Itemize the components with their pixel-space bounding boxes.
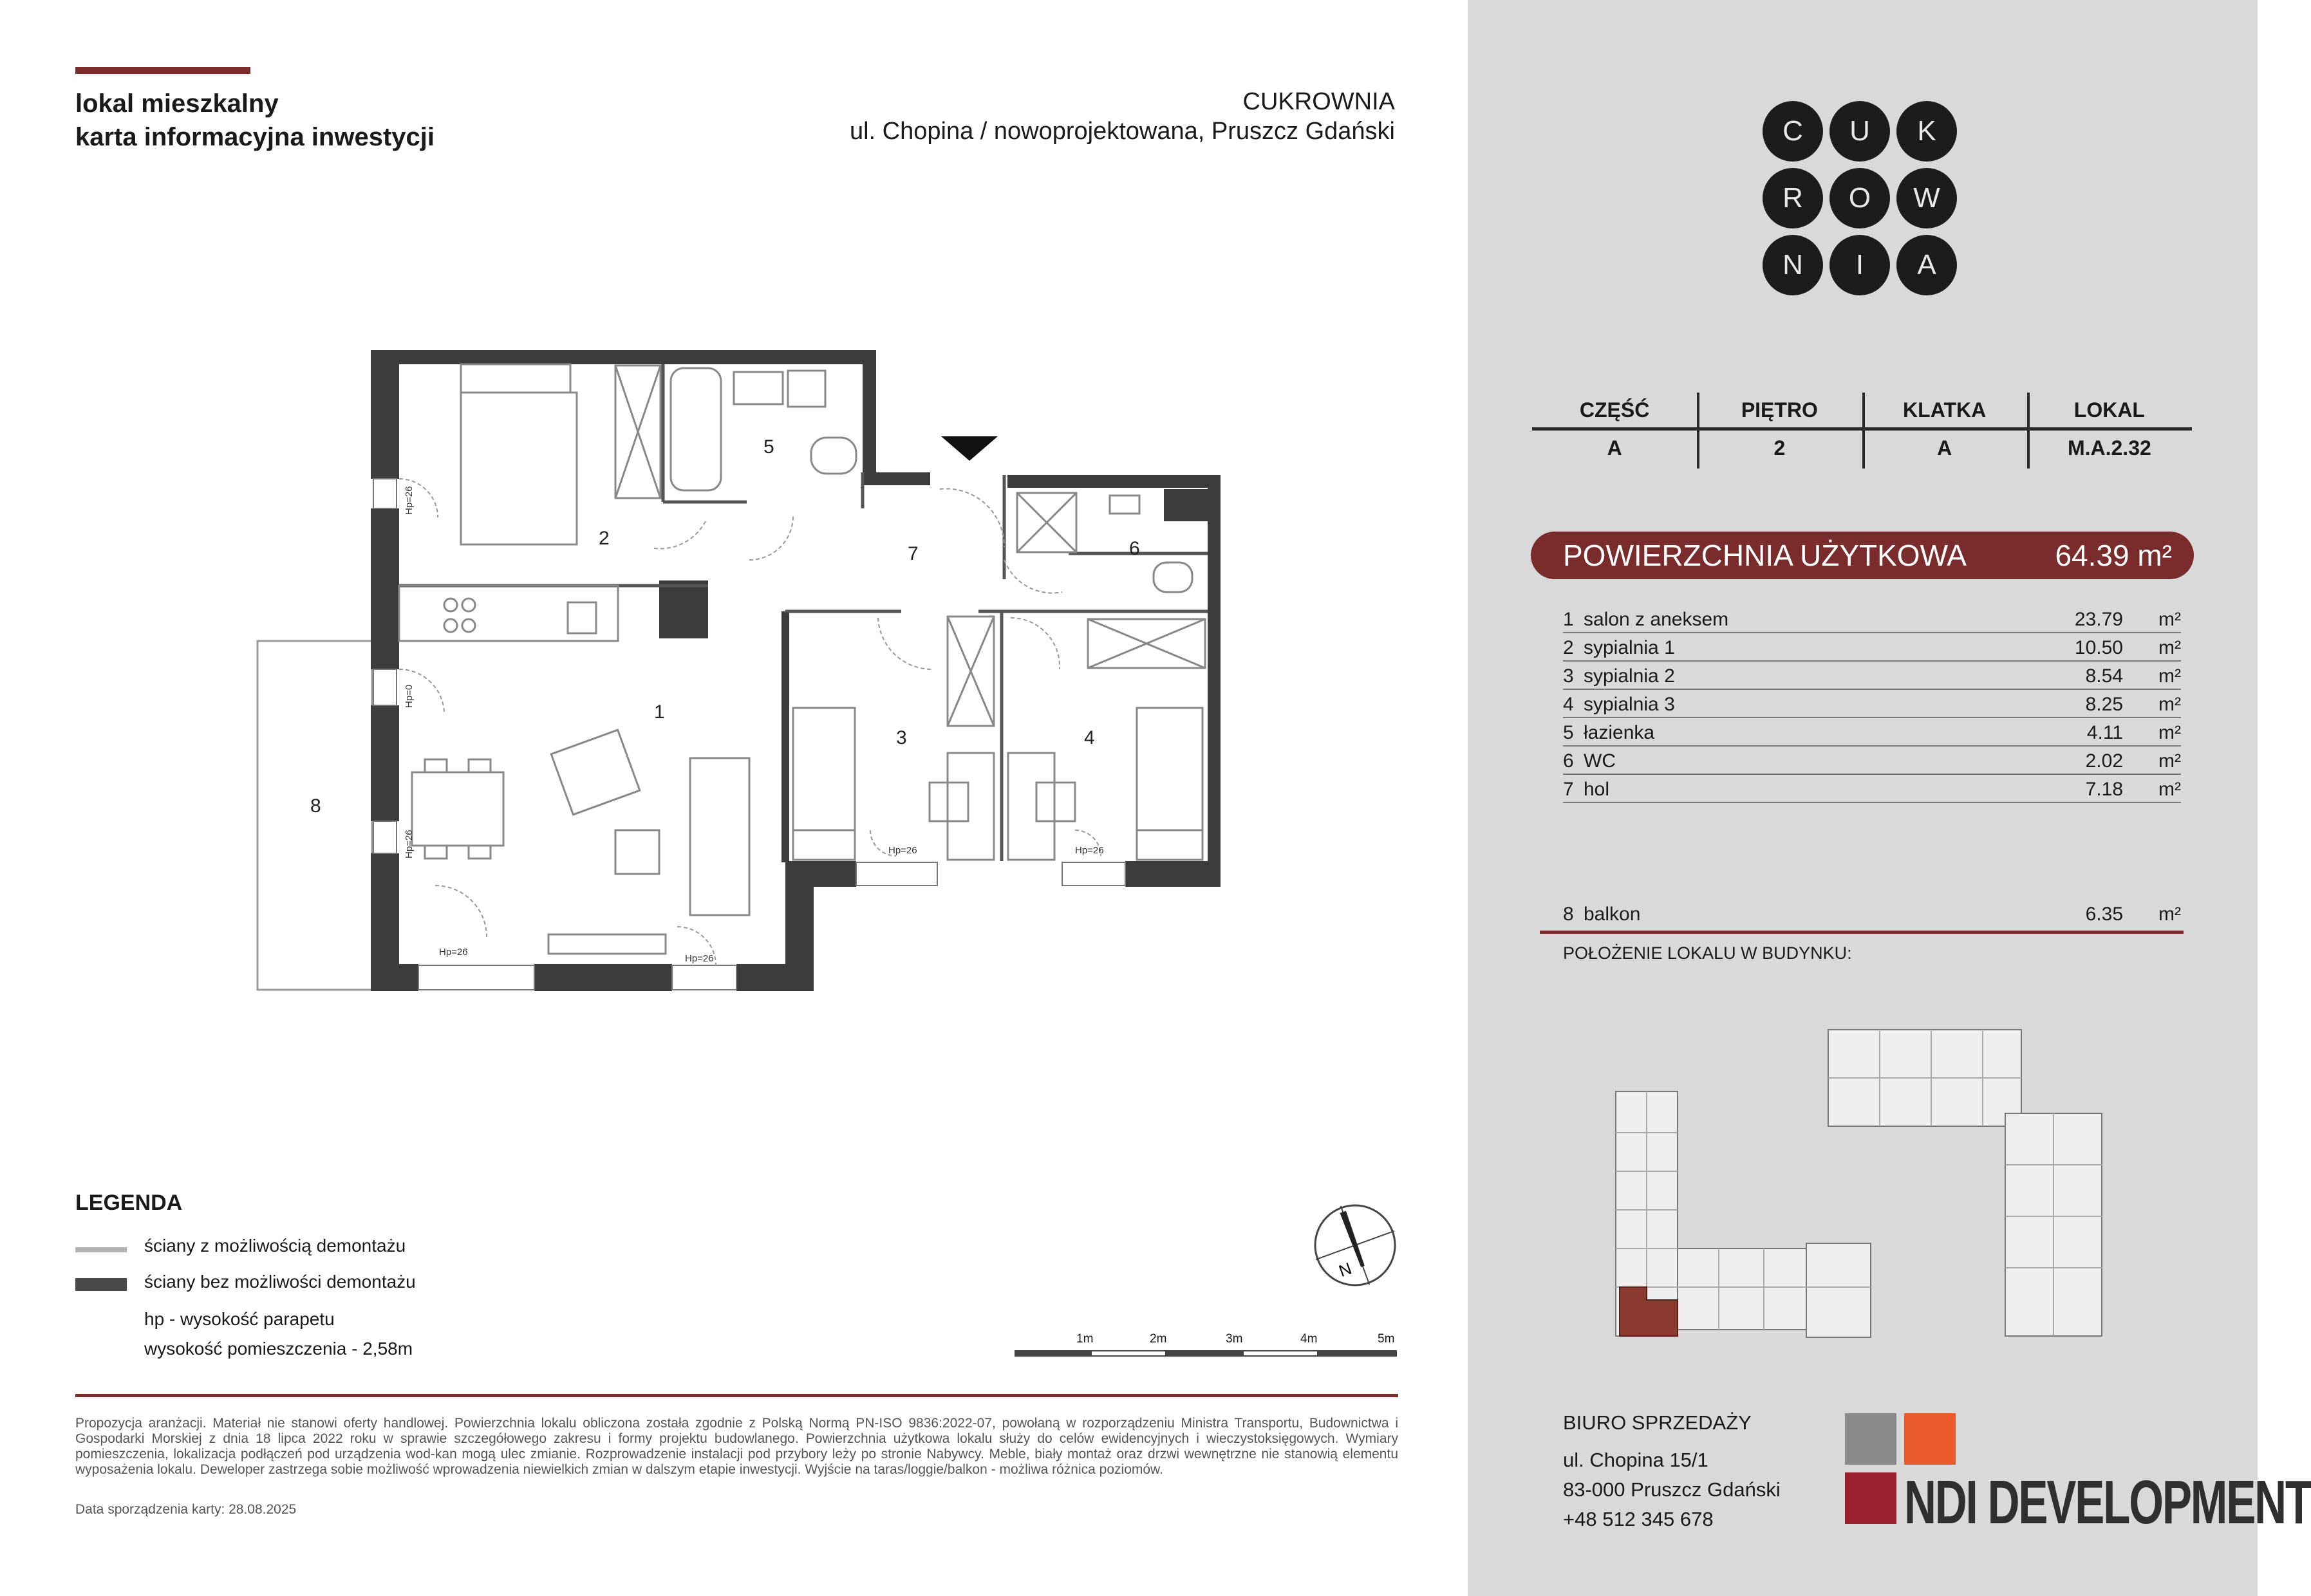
compass-north-label: N xyxy=(1336,1258,1354,1281)
room-label-4: 4 xyxy=(1084,727,1095,748)
room-area: 7.18 xyxy=(2085,779,2123,800)
room-number: 3 xyxy=(1563,665,1574,687)
room-row xyxy=(1563,605,2181,633)
logo-letter: A xyxy=(1896,235,1957,295)
room-unit: m² xyxy=(2158,637,2181,658)
room-name: sypialnia 3 xyxy=(1584,694,1675,715)
room-unit: m² xyxy=(2158,609,2181,630)
sales-office-phone: +48 512 345 678 xyxy=(1563,1508,1714,1530)
building-outline xyxy=(1616,1030,2102,1337)
room-area: 4.11 xyxy=(2086,722,2123,743)
ndi-logo-square-grey xyxy=(1845,1413,1896,1465)
scale-segment xyxy=(1090,1350,1166,1357)
room-row xyxy=(1563,690,2181,718)
room-name: WC xyxy=(1584,750,1616,772)
room-row xyxy=(1563,633,2181,662)
value-staircase: A xyxy=(1937,436,1952,459)
room-row xyxy=(1563,775,2181,803)
value-unit: M.A.2.32 xyxy=(2067,436,2151,459)
logo-letter: K xyxy=(1896,101,1957,162)
usable-area-label: POWIERZCHNIA UŻYTKOWA xyxy=(1563,539,1967,572)
header-accent-bar xyxy=(75,67,250,74)
value-part: A xyxy=(1607,436,1622,459)
balcony-row xyxy=(1563,900,2181,927)
room-number: 1 xyxy=(1563,609,1574,630)
room-area: 2.02 xyxy=(2085,750,2123,772)
parapet-label: Hp=26 xyxy=(439,947,468,958)
room-label-1: 1 xyxy=(654,701,665,723)
balcony-unit: m² xyxy=(2158,904,2181,925)
ndi-logo-square-orange xyxy=(1904,1413,1956,1465)
room-number: 2 xyxy=(1563,637,1574,658)
room-label-3: 3 xyxy=(896,727,907,748)
room-label-7: 7 xyxy=(908,543,919,564)
disclaimer-divider xyxy=(75,1394,1398,1397)
room-label-6: 6 xyxy=(1129,538,1140,559)
value-floor: 2 xyxy=(1773,436,1786,459)
scale-segment xyxy=(1166,1350,1242,1357)
room-area: 23.79 xyxy=(2074,609,2123,630)
room-label-8: 8 xyxy=(310,795,321,817)
scale-tick: 3m xyxy=(1226,1332,1243,1346)
disclaimer-text: Propozycja aranżacji. Materiał nie stanowi oferty handlowej. Powierzchnia lokalu obliczona została zgodnie z Polską Normą PN-ISO 9836:2022-07, powołaną w rozporządzeniu Ministra Transportu, Budownictwa i Gospodarki Morskiej z dnia 18 lipca 2022 roku w sprawie szczegółowego zakresu i formy projektu budowlanego. Powierzchnia użytkowa lokalu służy do celów ewidencyjnych i wieczystoksięgowych. Wymiary pomieszczenia, lokalizacja podłączeń pod urządzenia wod-kan mogą ulec zmianie. Rozprowadzenie instalacji pod przybory leży po stronie Nabywcy. Meble, biały montaż oraz drzwi wewnętrzne nie stanowią elementu wyposażenia lokalu. Deweloper zastrzega sobie możliwość wprowadzenia niewielkich zmian w dalszym etapie inwestycji. Wyjście na taras/loggie/balkon - możliwa różnica poziomów. xyxy=(75,1416,1398,1477)
room-area: 10.50 xyxy=(2074,637,2123,658)
header-staircase: KLATKA xyxy=(1862,393,2027,427)
room-unit: m² xyxy=(2158,694,2181,715)
usable-area-value: 64.39 m² xyxy=(2055,539,2172,572)
unit-info-table xyxy=(1532,393,2192,469)
room-row xyxy=(1563,662,2181,690)
scale-segment xyxy=(1318,1350,1397,1357)
room-row xyxy=(1563,718,2181,747)
legend-swatch-light xyxy=(75,1247,127,1252)
document-title xyxy=(75,87,435,154)
room-label-2: 2 xyxy=(599,528,610,549)
parapet-label: Hp=26 xyxy=(404,830,415,858)
floor-plan xyxy=(238,328,1236,1010)
ndi-logo-square-red xyxy=(1845,1472,1896,1524)
room-name: salon z aneksem xyxy=(1584,609,1729,630)
parapet-label: Hp=26 xyxy=(685,953,714,964)
logo-letter: O xyxy=(1829,168,1890,228)
sales-office-city: 83-000 Pruszcz Gdański xyxy=(1563,1478,1781,1501)
sales-office xyxy=(1563,1408,1781,1534)
legend-fixed-label: ściany bez możliwości demontażu xyxy=(144,1272,416,1292)
scale-tick: 4m xyxy=(1300,1332,1318,1346)
room-unit: m² xyxy=(2158,665,2181,687)
bedroom-1-furniture xyxy=(461,364,660,544)
room-number: 6 xyxy=(1563,750,1574,772)
balcony-divider xyxy=(1540,931,2184,934)
room-name: hol xyxy=(1584,779,1610,800)
cukrownia-logo xyxy=(1763,101,1962,301)
usable-area-banner xyxy=(1531,532,2194,579)
room-name: sypialnia 2 xyxy=(1584,665,1675,687)
bedroom-2-3-furniture xyxy=(793,617,1205,860)
logo-letter: C xyxy=(1763,101,1823,162)
room-name: sypialnia 1 xyxy=(1584,637,1675,658)
interior-walls xyxy=(399,364,1208,861)
balcony-number: 8 xyxy=(1563,904,1574,925)
logo-letter: I xyxy=(1829,235,1890,295)
parapet-label: Hp=0 xyxy=(404,684,415,708)
scale-tick: 5m xyxy=(1378,1332,1395,1346)
scale-tick: 2m xyxy=(1150,1332,1167,1346)
bathroom-fixtures xyxy=(671,368,856,490)
room-name: łazienka xyxy=(1584,722,1655,743)
balcony-area: 6.35 xyxy=(2085,904,2123,925)
unit-info-values xyxy=(1532,431,2192,469)
building-position-map xyxy=(1603,1017,2118,1351)
scale-tick: 1m xyxy=(1076,1332,1094,1346)
sales-office-title: BIURO SPRZEDAŻY xyxy=(1563,1411,1752,1434)
room-area: 8.25 xyxy=(2085,694,2123,715)
room-unit: m² xyxy=(2158,779,2181,800)
room-list xyxy=(1563,605,2181,803)
room-unit: m² xyxy=(2158,722,2181,743)
room-row xyxy=(1563,747,2181,775)
sales-spacer xyxy=(1563,1438,1781,1445)
project-address: ul. Chopina / nowoprojektowana, Pruszcz Gdański xyxy=(849,118,1395,145)
ndi-logo-text: NDI DEVELOPMENT xyxy=(1904,1468,2311,1537)
room-number: 7 xyxy=(1563,779,1574,800)
living-room-furniture xyxy=(412,730,749,954)
ndi-logo xyxy=(1904,1467,2311,1537)
entrance-marker xyxy=(941,436,998,461)
legend-title: LEGENDA xyxy=(75,1191,183,1215)
logo-letter: R xyxy=(1763,168,1823,228)
scale-segment xyxy=(1242,1350,1318,1357)
header-floor: PIĘTRO xyxy=(1697,393,1862,427)
logo-letter: U xyxy=(1829,101,1890,162)
logo-letter: N xyxy=(1763,235,1823,295)
legend-height-label: wysokość pomieszczenia - 2,58m xyxy=(144,1339,413,1359)
parapet-label: Hp=26 xyxy=(404,486,415,515)
parapet-label: Hp=26 xyxy=(888,845,917,856)
header-unit: LOKAL xyxy=(2027,393,2192,427)
project-header xyxy=(708,87,1395,146)
parapet-label: Hp=26 xyxy=(1075,845,1104,856)
unit-info-header xyxy=(1532,393,2192,431)
legend-hp-label: hp - wysokość parapetu xyxy=(144,1309,335,1329)
fixed-walls xyxy=(371,350,1221,991)
balcony-name: balkon xyxy=(1584,904,1641,925)
building-position-label: POŁOŻENIE LOKALU W BUDYNKU: xyxy=(1563,943,1852,963)
card-date: Data sporządzenia karty: 28.08.2025 xyxy=(75,1502,297,1517)
legend-demountable-label: ściany z możliwością demontażu xyxy=(144,1236,406,1256)
kitchen-counter xyxy=(399,586,618,641)
legend-swatch-dark xyxy=(75,1278,127,1291)
room-number: 5 xyxy=(1563,722,1574,743)
title-line-2: karta informacyjna inwestycji xyxy=(75,123,435,151)
room-number: 4 xyxy=(1563,694,1574,715)
room-area: 8.54 xyxy=(2085,665,2123,687)
room-unit: m² xyxy=(2158,750,2181,772)
project-name: CUKROWNIA xyxy=(1242,88,1395,115)
title-line-1: lokal mieszkalny xyxy=(75,89,279,118)
scale-bar xyxy=(1015,1350,1397,1357)
room-label-5: 5 xyxy=(763,436,774,458)
scale-segment xyxy=(1015,1350,1090,1357)
logo-letter: W xyxy=(1896,168,1957,228)
compass xyxy=(1307,1197,1403,1294)
header-part: CZĘŚĆ xyxy=(1579,398,1650,422)
sales-office-street: ul. Chopina 15/1 xyxy=(1563,1449,1708,1471)
